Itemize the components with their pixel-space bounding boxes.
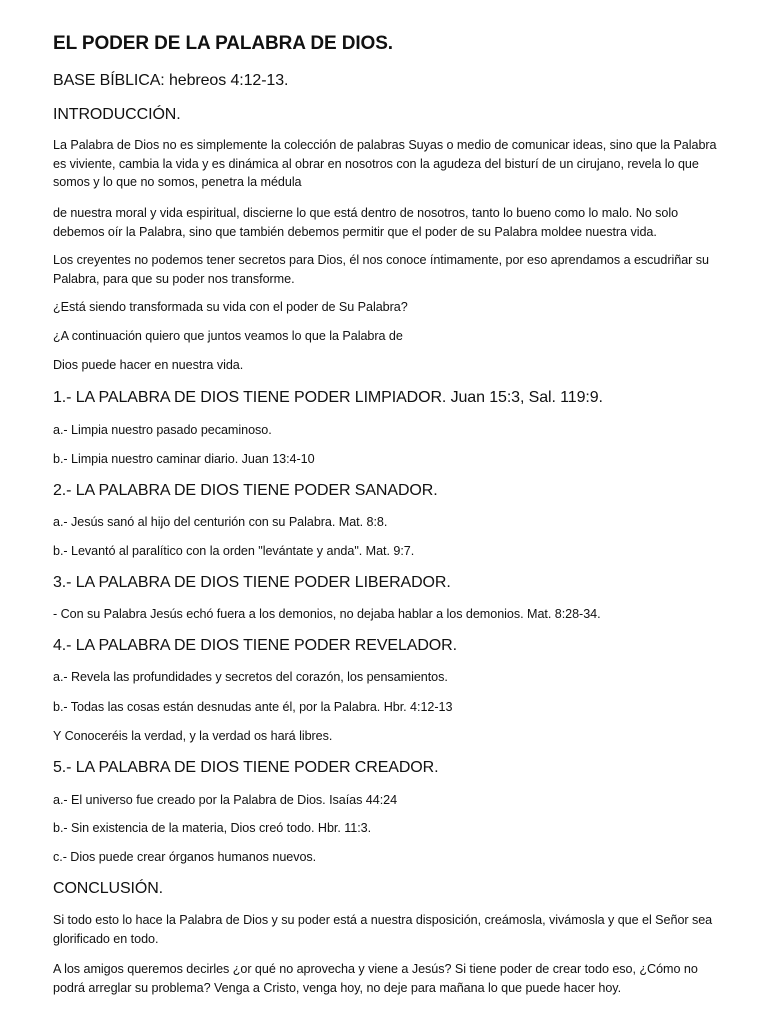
intro-question-1: ¿Está siendo transformada su vida con el poder de Su Palabra?: [53, 300, 408, 314]
section-1-point-b: b.- Limpia nuestro caminar diario. Juan 13:4-10: [53, 452, 315, 466]
conclusion-paragraph-1: Si todo esto lo hace la Palabra de Dios y su poder está a nuestra disposición, creámosla, vivámosla y que el Señor sea glorificado en todo.: [53, 913, 713, 946]
section-5-point-c: c.- Dios puede crear órganos humanos nuevos.: [53, 850, 317, 864]
intro-question-3: Dios puede hacer en nuestra vida.: [53, 358, 244, 372]
intro-paragraph-2: de nuestra moral y vida espiritual, discierne lo que está dentro de nosotros, tanto lo bueno como lo malo. No solo debemos oír la Palabra, sino que también debemos permitir que el poder de su Palabra moldee nuestra vida.: [53, 206, 679, 239]
section-3-point: - Con su Palabra Jesús echó fuera a los demonios, no dejaba hablar a los demonios. Mat. 8:28-34.: [53, 607, 601, 621]
intro-heading: INTRODUCCIÓN.: [53, 106, 181, 123]
section-1-heading: 1.- LA PALABRA DE DIOS TIENE PODER LIMPIADOR. Juan 15:3, Sal. 119:9.: [53, 389, 603, 406]
section-1-point-a: a.- Limpia nuestro pasado pecaminoso.: [53, 423, 272, 437]
section-5-point-a: a.- El universo fue creado por la Palabra de Dios. Isaías 44:24: [53, 793, 398, 807]
section-2-point-a: a.- Jesús sanó al hijo del centurión con su Palabra. Mat. 8:8.: [53, 515, 388, 529]
section-5-point-b: b.- Sin existencia de la materia, Dios creó todo. Hbr. 11:3.: [53, 821, 372, 835]
base-biblica: BASE BÍBLICA: hebreos 4:12-13.: [53, 72, 289, 89]
section-4-point-c: Y Conoceréis la verdad, y la verdad os hará libres.: [53, 729, 333, 743]
conclusion-paragraph-2: A los amigos queremos decirles ¿or qué no aprovecha y viene a Jesús? Si tiene poder de crear todo eso, ¿Cómo no podrá arreglar su problema? Venga a Cristo, venga hoy, no deje para mañana lo que puede hacer hoy.: [53, 962, 698, 995]
intro-paragraph-1: La Palabra de Dios no es simplemente la colección de palabras Suyas o medio de comunicar ideas, sino que la Palabra es viviente, cambia la vida y es dinámica al obrar en nosotros con la agudeza del bisturí de un cirujano, revela lo que somos y lo que no somos, penetra la médula: [53, 138, 717, 189]
section-4-point-a: a.- Revela las profundidades y secretos del corazón, los pensamientos.: [53, 670, 448, 684]
section-4-heading: 4.- LA PALABRA DE DIOS TIENE PODER REVELADOR.: [53, 637, 457, 654]
conclusion-heading: CONCLUSIÓN.: [53, 880, 164, 897]
intro-question-2: ¿A continuación quiero que juntos veamos lo que la Palabra de: [53, 329, 403, 343]
section-2-heading: 2.- LA PALABRA DE DIOS TIENE PODER SANADOR.: [53, 482, 438, 499]
section-4-point-b: b.- Todas las cosas están desnudas ante él, por la Palabra. Hbr. 4:12-13: [53, 700, 453, 714]
intro-paragraph-3: Los creyentes no podemos tener secretos para Dios, él nos conoce íntimamente, por eso aprendamos a escudriñar su Palabra, para que su poder nos transforme.: [53, 253, 709, 286]
section-2-point-b: b.- Levantó al paralítico con la orden "levántate y anda". Mat. 9:7.: [53, 544, 415, 558]
section-3-heading: 3.- LA PALABRA DE DIOS TIENE PODER LIBERADOR.: [53, 574, 451, 591]
page-title: EL PODER DE LA PALABRA DE DIOS.: [53, 33, 393, 54]
section-5-heading: 5.- LA PALABRA DE DIOS TIENE PODER CREADOR.: [53, 759, 439, 776]
